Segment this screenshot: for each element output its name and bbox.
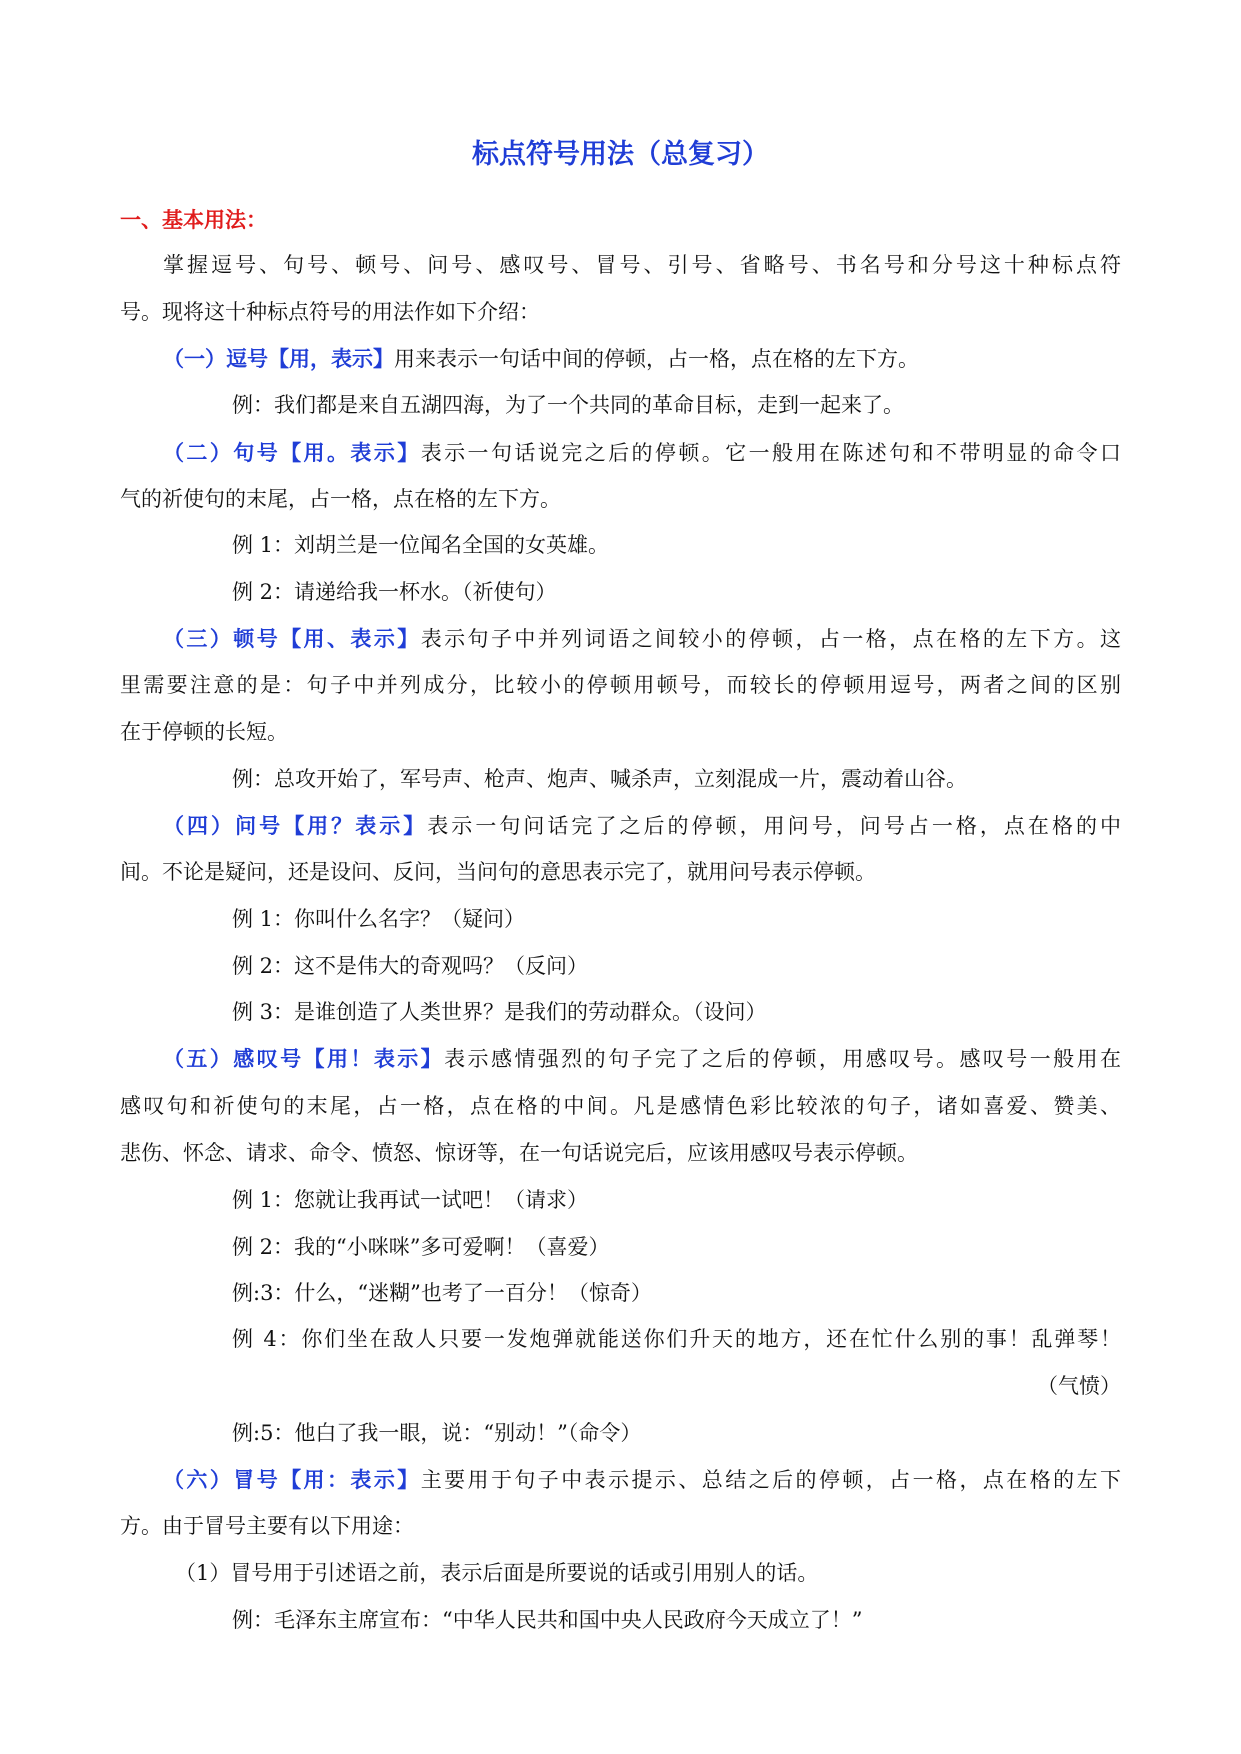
paragraph-line: 在于停顿的长短。	[120, 720, 288, 744]
paragraph-line: 悲伤、怀念、请求、命令、愤怒、惊讶等，在一句话说完后，应该用感叹号表示停顿。	[120, 1141, 918, 1165]
section-heading: 一、基本用法：	[120, 207, 267, 232]
example-line: 例 1：刘胡兰是一位闻名全国的女英雄。	[232, 533, 610, 557]
example-line: 例 2：我的“小咪咪”多可爱啊！（喜爱）	[232, 1235, 610, 1259]
page-title: 标点符号用法（总复习）	[472, 139, 769, 170]
example-line: 例 4：你们坐在敌人只要一发炮弹就能送你们升天的地方，还在忙什么别的事！乱弹琴！	[232, 1327, 1121, 1351]
example-line: 例:3：什么，“迷糊”也考了一百分！（惊奇）	[232, 1281, 652, 1305]
example-note: （气愤）	[1037, 1374, 1121, 1398]
term-label: （一）逗号【用，表示】	[163, 346, 394, 371]
paragraph-line: 间。不论是疑问，还是设问、反问，当问句的意思表示完了，就用问号表示停顿。	[120, 860, 876, 884]
example-line: 例:5：他白了我一眼，说：“别动！”（命令）	[232, 1421, 642, 1445]
example-line: 例：总攻开始了，军号声、枪声、炮声、喊杀声，立刻混成一片，震动着山谷。	[232, 767, 967, 791]
paragraph-line: 里需要注意的是：句子中并列成分，比较小的停顿用顿号，而较长的停顿用逗号，两者之间的区别	[120, 673, 1121, 697]
intro-line: 号。现将这十种标点符号的用法作如下介绍：	[120, 300, 540, 324]
term-label: （三）顿号【用、表示】	[163, 626, 421, 651]
paragraph-period: （二）句号【用。表示】表示一句话说完之后的停顿。它一般用在陈述句和不带明显的命令口	[163, 440, 1122, 465]
term-label: （六）冒号【用：表示】	[163, 1467, 421, 1492]
term-label: （五）感叹号【用！表示】	[163, 1046, 445, 1071]
example-line: 例 3：是谁创造了人类世界？是我们的劳动群众。（设问）	[232, 1000, 767, 1024]
paragraph-comma: （一）逗号【用，表示】用来表示一句话中间的停顿，占一格，点在格的左下方。	[163, 346, 919, 371]
example-line: 例 1：你叫什么名字？（疑问）	[232, 907, 526, 931]
paragraph-colon: （六）冒号【用：表示】主要用于句子中表示提示、总结之后的停顿，占一格，点在格的左下	[163, 1467, 1122, 1492]
paragraph-line: 感叹句和祈使句的末尾，占一格，点在格的中间。凡是感情色彩比较浓的句子，诸如喜爱、赞美、	[120, 1094, 1121, 1118]
paragraph-enum-comma: （三）顿号【用、表示】表示句子中并列词语之间较小的停顿，占一格，点在格的左下方。这	[163, 626, 1122, 651]
example-line: 例 1：您就让我再试一试吧！（请求）	[232, 1188, 589, 1212]
paragraph-line: 方。由于冒号主要有以下用途：	[120, 1514, 414, 1538]
paragraph-question: （四）问号【用？表示】表示一句问话完了之后的停顿，用问号，问号占一格，点在格的中	[163, 813, 1121, 838]
example-line: 例 2：这不是伟大的奇观吗？（反问）	[232, 954, 589, 978]
term-label: （二）句号【用。表示】	[163, 440, 421, 465]
sub-item: （1）冒号用于引述语之前，表示后面是所要说的话或引用别人的话。	[175, 1561, 819, 1585]
example-line: 例：我们都是来自五湖四海，为了一个共同的革命目标，走到一起来了。	[232, 393, 904, 417]
example-line: 例：毛泽东主席宣布：“中华人民共和国中央人民政府今天成立了！”	[232, 1608, 863, 1632]
example-line: 例 2：请递给我一杯水。（祈使句）	[232, 580, 557, 604]
intro-line: 掌握逗号、句号、顿号、问号、感叹号、冒号、引号、省略号、书名号和分号这十种标点符	[163, 253, 1121, 277]
term-label: （四）问号【用？表示】	[163, 813, 428, 838]
paragraph-line: 气的祈使句的末尾，占一格，点在格的左下方。	[120, 487, 561, 511]
paragraph-exclamation: （五）感叹号【用！表示】表示感情强烈的句子完了之后的停顿，用感叹号。感叹号一般用在	[163, 1046, 1122, 1071]
